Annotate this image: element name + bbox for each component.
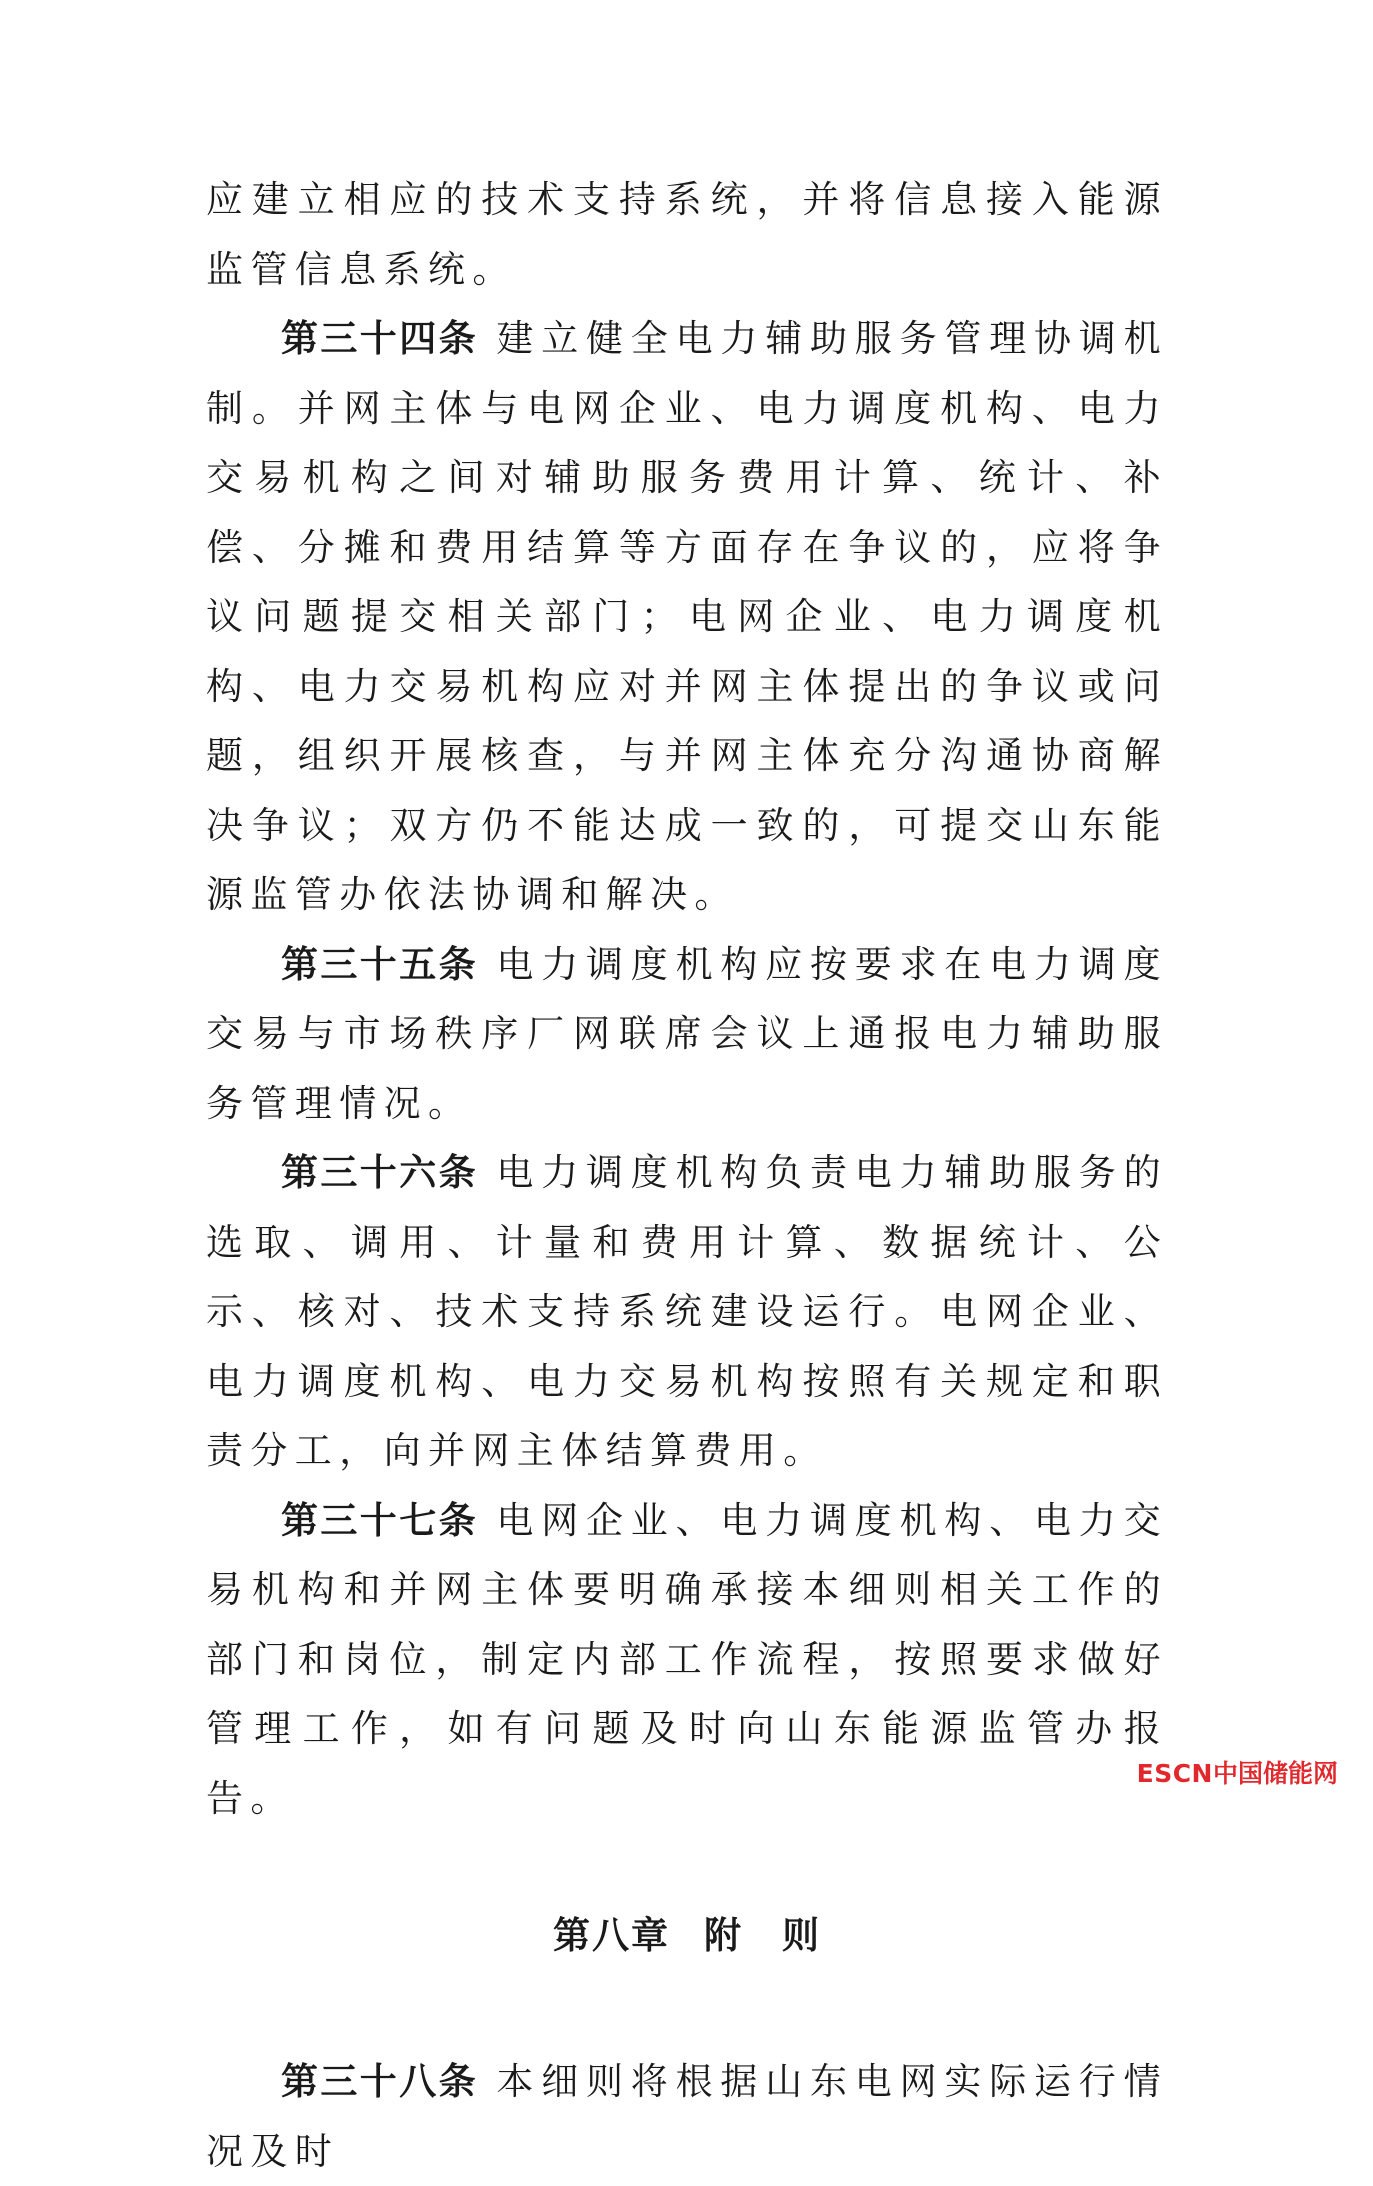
article-34-label: 第三十四条 (281, 317, 478, 360)
article-36-text: 电力调度机构负责电力辅助服务的选取、调用、计量和费用计算、数据统计、公示、核对、技术支持系统建设运行。电网企业、电力调度机构、电力交易机构按照有关规定和职责分工，向并网主体结算费用。 (206, 1151, 1168, 1472)
article-37 (206, 1486, 1168, 1834)
article-37-text: 电网企业、电力调度机构、电力交易机构和并网主体要明确承接本细则相关工作的部门和岗位，制定内部工作流程，按照要求做好管理工作，如有问题及时向山东能源监管办报告。 (206, 1498, 1168, 1820)
watermark-chinese: 中国储能网 (1212, 1759, 1338, 1788)
chapter-number: 第八章 (553, 1914, 670, 1957)
article-37-label: 第三十七条 (281, 1498, 478, 1542)
watermark-latin: ESCN (1136, 1759, 1213, 1788)
chapter-heading (206, 1901, 1168, 1971)
article-35-text: 电力调度机构应按要求在电力调度交易与市场秩序厂网联席会议上通报电力辅助服务管理情况。 (206, 942, 1168, 1125)
chapter-title: 附 则 (704, 1914, 821, 1957)
article-35-label: 第三十五条 (281, 942, 478, 986)
article-34 (206, 304, 1168, 930)
escn-watermark-logo (1137, 1759, 1338, 1789)
article-34-text: 建立健全电力辅助服务管理协调机制。并网主体与电网企业、电力调度机构、电力交易机构之间对辅助服务费用计算、统计、补偿、分摊和费用结算等方面存在争议的，应将争议问题提交相关部门；电网企业、电力调度机构、电力交易机构应对并网主体提出的争议或问题，组织开展核查，与并网主体充分沟通协商解决争议；双方仍不能达成一致的，可提交山东能源监管办依法协调和解决。 (206, 317, 1168, 916)
article-36 (206, 1138, 1168, 1486)
continuation-paragraph: 应建立相应的技术支持系统，并将信息接入能源监管信息系统。 (206, 178, 1168, 291)
article-38 (206, 2047, 1168, 2186)
article-38-label: 第三十八条 (281, 2060, 478, 2103)
article-38-text: 本细则将根据山东电网实际运行情况及时 (206, 2060, 1168, 2173)
article-36-label: 第三十六条 (281, 1151, 478, 1194)
article-35 (206, 930, 1168, 1139)
document-page (206, 165, 1168, 2186)
